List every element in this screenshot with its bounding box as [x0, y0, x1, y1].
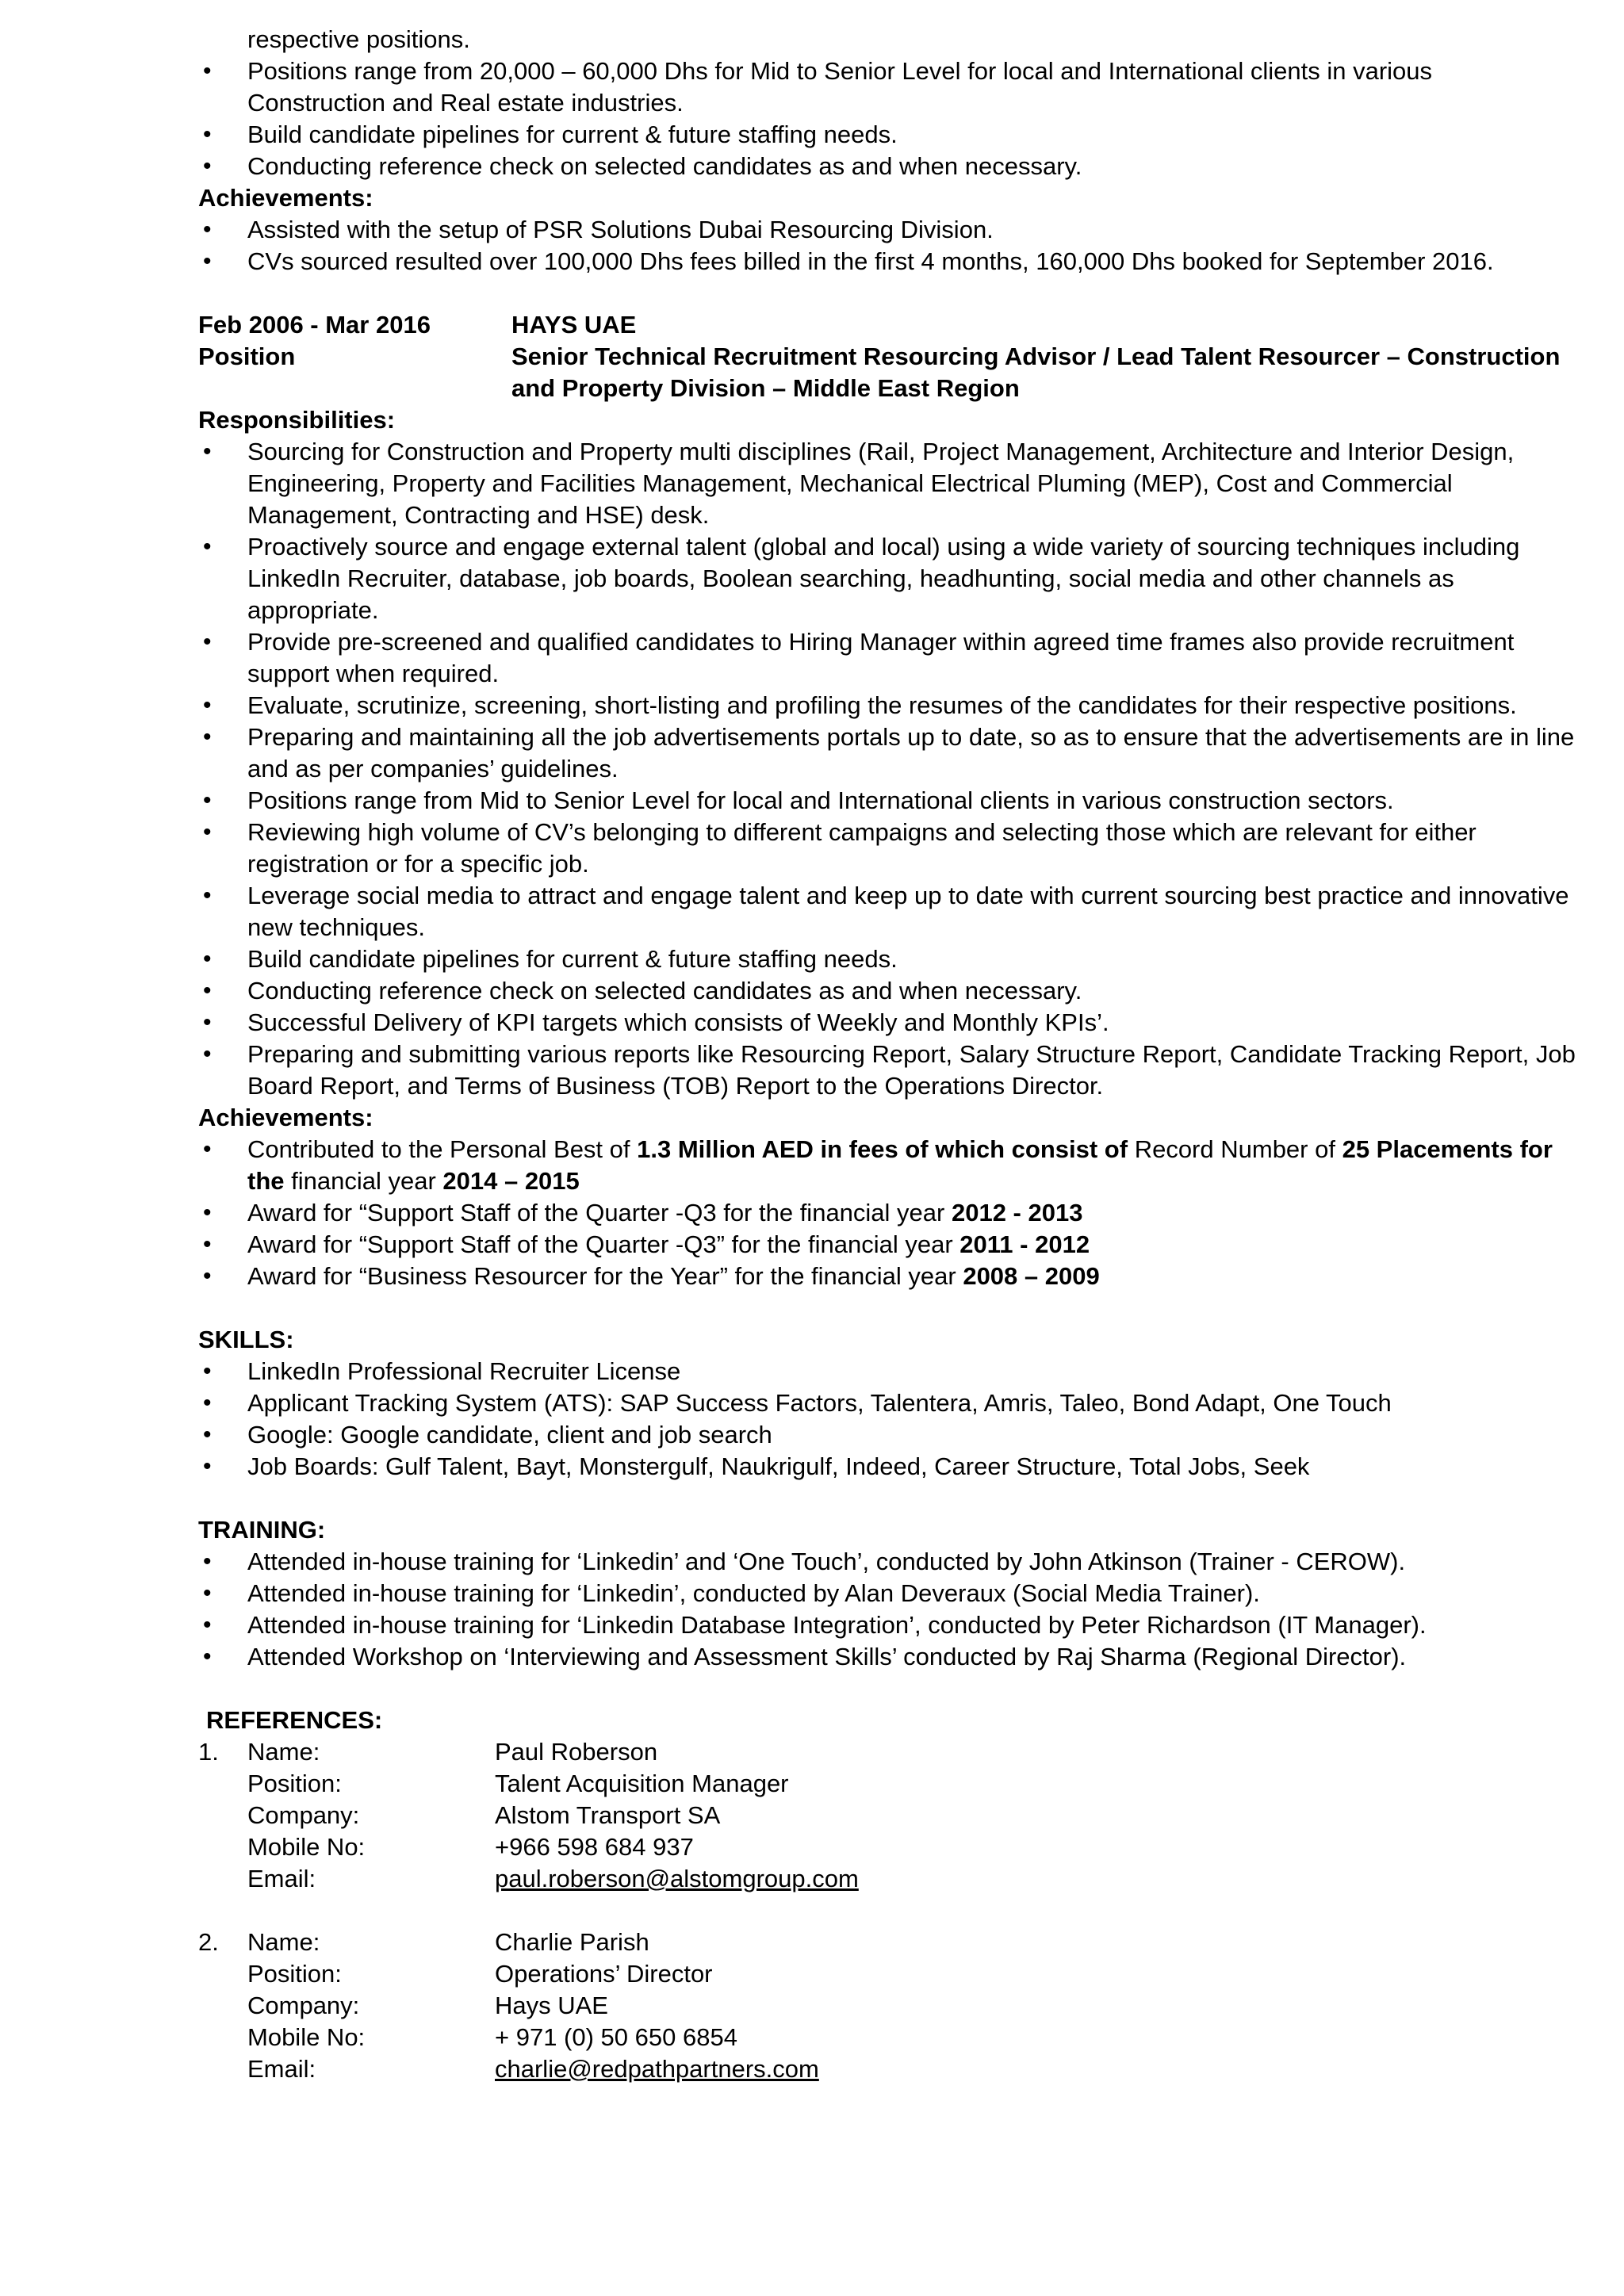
bullet-item: • Build candidate pipelines for current & future staffing needs.	[198, 119, 1576, 151]
skill-item: • Applicant Tracking System (ATS): SAP Success Factors, Talentera, Amris, Taleo, Bond Adapt, One Touch	[198, 1387, 1576, 1419]
achievements-heading: Achievements:	[198, 184, 373, 212]
achievements-heading: Achievements:	[198, 1104, 373, 1131]
reference-company: Hays UAE	[495, 1992, 608, 2019]
reference-email-link[interactable]: charlie@redpathpartners.com	[495, 2055, 819, 2083]
hays-job-section	[198, 309, 1576, 1292]
reference-number: 2.	[198, 1928, 219, 1956]
position-label: Position:	[247, 1960, 342, 1988]
responsibility-item: • Evaluate, scrutinize, screening, short-listing and profiling the resumes of the candidates for their respective positions.	[198, 690, 1576, 721]
spacer	[198, 1483, 1576, 1514]
reference-company: Alstom Transport SA	[495, 1801, 721, 1829]
reference-name-row	[247, 1927, 1576, 1958]
skills-heading: SKILLS:	[198, 1326, 294, 1353]
responsibility-item: • Proactively source and engage external talent (global and local) using a wide variety of sourcing techniques including LinkedIn Recruiter, database, job boards, Boolean searching, headhunting, social media and other channels as appropriate.	[198, 531, 1576, 626]
previous-job-achievements	[198, 214, 1576, 277]
email-label: Email:	[247, 1865, 316, 1892]
previous-job-section	[198, 24, 1576, 277]
achievement-text: Award for “Business Resourcer for the Year” for the financial year	[247, 1262, 963, 1290]
reference-company-row	[247, 1800, 1576, 1831]
responsibility-item: • Reviewing high volume of CV’s belonging to different campaigns and selecting those which are relevant for either registration or for a specific job.	[198, 817, 1576, 880]
bullet-item: • Positions range from 20,000 – 60,000 Dhs for Mid to Senior Level for local and International clients in various Construction and Real estate industries.	[198, 55, 1576, 119]
name-label: Name:	[247, 1928, 320, 1956]
skill-item: • Job Boards: Gulf Talent, Bayt, Monstergulf, Naukrigulf, Indeed, Career Structure, Total Jobs, Seek	[198, 1451, 1576, 1483]
continuation-text: respective positions.	[247, 25, 470, 53]
reference-email-row	[247, 1863, 1576, 1895]
achievement-item	[198, 1197, 1576, 1229]
reference-position: Talent Acquisition Manager	[495, 1770, 789, 1797]
reference-entry	[198, 1736, 1576, 1895]
references-section	[198, 1705, 1576, 2085]
responsibility-item: • Preparing and submitting various reports like Resourcing Report, Salary Structure Report, Candidate Tracking Report, Job Board Report, and Terms of Business (TOB) Report to the Operations Director.	[198, 1039, 1576, 1102]
training-list	[198, 1546, 1576, 1673]
achievement-text: financial year	[284, 1167, 443, 1195]
reference-number: 1.	[198, 1738, 219, 1766]
spacer	[198, 1895, 1576, 1927]
email-label: Email:	[247, 2055, 316, 2083]
skill-item: • Google: Google candidate, client and job search	[198, 1419, 1576, 1451]
responsibility-item: • Build candidate pipelines for current & future staffing needs.	[198, 943, 1576, 975]
training-item: • Attended in-house training for ‘Linkedin’ and ‘One Touch’, conducted by John Atkinson (Trainer - CEROW).	[198, 1546, 1576, 1578]
reference-mobile: + 971 (0) 50 650 6854	[495, 2023, 737, 2051]
position-title: Senior Technical Recruitment Resourcing Advisor / Lead Talent Resourcer – Construction and Property Division – Middle East Region	[511, 342, 1561, 402]
training-item: • Attended in-house training for ‘Linkedin’, conducted by Alan Deveraux (Social Media Trainer).	[198, 1578, 1576, 1609]
achievement-item: • CVs sourced resulted over 100,000 Dhs fees billed in the first 4 months, 160,000 Dhs booked for September 2016.	[198, 246, 1576, 277]
job-company: HAYS UAE	[511, 311, 637, 339]
position-label: Position	[198, 342, 296, 370]
reference-mobile-row	[247, 2022, 1576, 2053]
achievement-bold: 2012 - 2013	[951, 1199, 1083, 1226]
bullet-item: • Conducting reference check on selected candidates as and when necessary.	[198, 151, 1576, 182]
responsibility-item: • Provide pre-screened and qualified candidates to Hiring Manager within agreed time frames also provide recruitment support when required.	[198, 626, 1576, 690]
job-dates: Feb 2006 - Mar 2016	[198, 311, 431, 339]
mobile-label: Mobile No:	[247, 1833, 366, 1861]
training-heading: TRAINING:	[198, 1516, 326, 1544]
achievement-item	[198, 1134, 1576, 1197]
achievement-bold: 1.3 Million AED in fees of which consist of	[637, 1135, 1128, 1163]
position-label: Position:	[247, 1770, 342, 1797]
achievement-item	[198, 1229, 1576, 1261]
reference-mobile: +966 598 684 937	[495, 1833, 694, 1861]
training-section	[198, 1514, 1576, 1673]
skills-section	[198, 1324, 1576, 1483]
references-heading: REFERENCES:	[206, 1706, 383, 1734]
spacer	[198, 1292, 1576, 1324]
responsibilities-list	[198, 436, 1576, 1102]
mobile-label: Mobile No:	[247, 2023, 366, 2051]
company-label: Company:	[247, 1992, 360, 2019]
achievement-item	[198, 1261, 1576, 1292]
responsibilities-heading: Responsibilities:	[198, 406, 396, 434]
company-label: Company:	[247, 1801, 360, 1829]
achievement-text: Award for “Support Staff of the Quarter -Q3” for the financial year	[247, 1230, 960, 1258]
achievement-text: Contributed to the Personal Best of	[247, 1135, 638, 1163]
skills-list	[198, 1356, 1576, 1483]
achievement-text: Award for “Support Staff of the Quarter -Q3 for the financial year	[247, 1199, 952, 1226]
reference-position-row	[247, 1958, 1576, 1990]
previous-job-bullets	[198, 55, 1576, 182]
reference-name: Paul Roberson	[495, 1738, 658, 1766]
achievement-text: Record Number of	[1128, 1135, 1342, 1163]
responsibility-item: • Positions range from Mid to Senior Level for local and International clients in various construction sectors.	[198, 785, 1576, 817]
reference-position-row	[247, 1768, 1576, 1800]
reference-email-row	[247, 2053, 1576, 2085]
responsibility-item: • Sourcing for Construction and Property multi disciplines (Rail, Project Management, Architecture and Interior Design, Engineering, Property and Facilities Management, Mechanical Electrical Pluming (MEP), Cost and Commercial Management, Contracting and HSE) desk.	[198, 436, 1576, 531]
reference-name-row	[247, 1736, 1576, 1768]
achievement-bold: 2011 - 2012	[959, 1230, 1090, 1258]
reference-email-link[interactable]: paul.roberson@alstomgroup.com	[495, 1865, 859, 1892]
reference-fields	[247, 1927, 1576, 2085]
reference-entry	[198, 1927, 1576, 2085]
reference-position: Operations’ Director	[495, 1960, 713, 1988]
spacer	[198, 277, 1576, 309]
name-label: Name:	[247, 1738, 320, 1766]
skill-item: • LinkedIn Professional Recruiter License	[198, 1356, 1576, 1387]
achievement-item: • Assisted with the setup of PSR Solutions Dubai Resourcing Division.	[198, 214, 1576, 246]
spacer	[198, 1673, 1576, 1705]
responsibility-item: • Conducting reference check on selected candidates as and when necessary.	[198, 975, 1576, 1007]
responsibility-item: • Successful Delivery of KPI targets which consists of Weekly and Monthly KPIs’.	[198, 1007, 1576, 1039]
achievement-bold: 2008 – 2009	[963, 1262, 1100, 1290]
training-item: • Attended in-house training for ‘Linkedin Database Integration’, conducted by Peter Richardson (IT Manager).	[198, 1609, 1576, 1641]
hays-achievements	[198, 1134, 1576, 1292]
job-position	[198, 341, 1576, 404]
training-item: • Attended Workshop on ‘Interviewing and Assessment Skills’ conducted by Raj Sharma (Regional Director).	[198, 1641, 1576, 1673]
reference-company-row	[247, 1990, 1576, 2022]
reference-mobile-row	[247, 1831, 1576, 1863]
reference-name: Charlie Parish	[495, 1928, 649, 1956]
achievement-bold: 2014 – 2015	[442, 1167, 580, 1195]
responsibility-item: • Leverage social media to attract and engage talent and keep up to date with current sourcing best practice and innovative new techniques.	[198, 880, 1576, 943]
achievement-bold: 25 Placements for the	[247, 1135, 1553, 1195]
responsibility-item: • Preparing and maintaining all the job advertisements portals up to date, so as to ensure that the advertisements are in line and as per companies’ guidelines.	[198, 721, 1576, 785]
reference-fields	[247, 1736, 1576, 1895]
job-header	[198, 309, 1576, 341]
